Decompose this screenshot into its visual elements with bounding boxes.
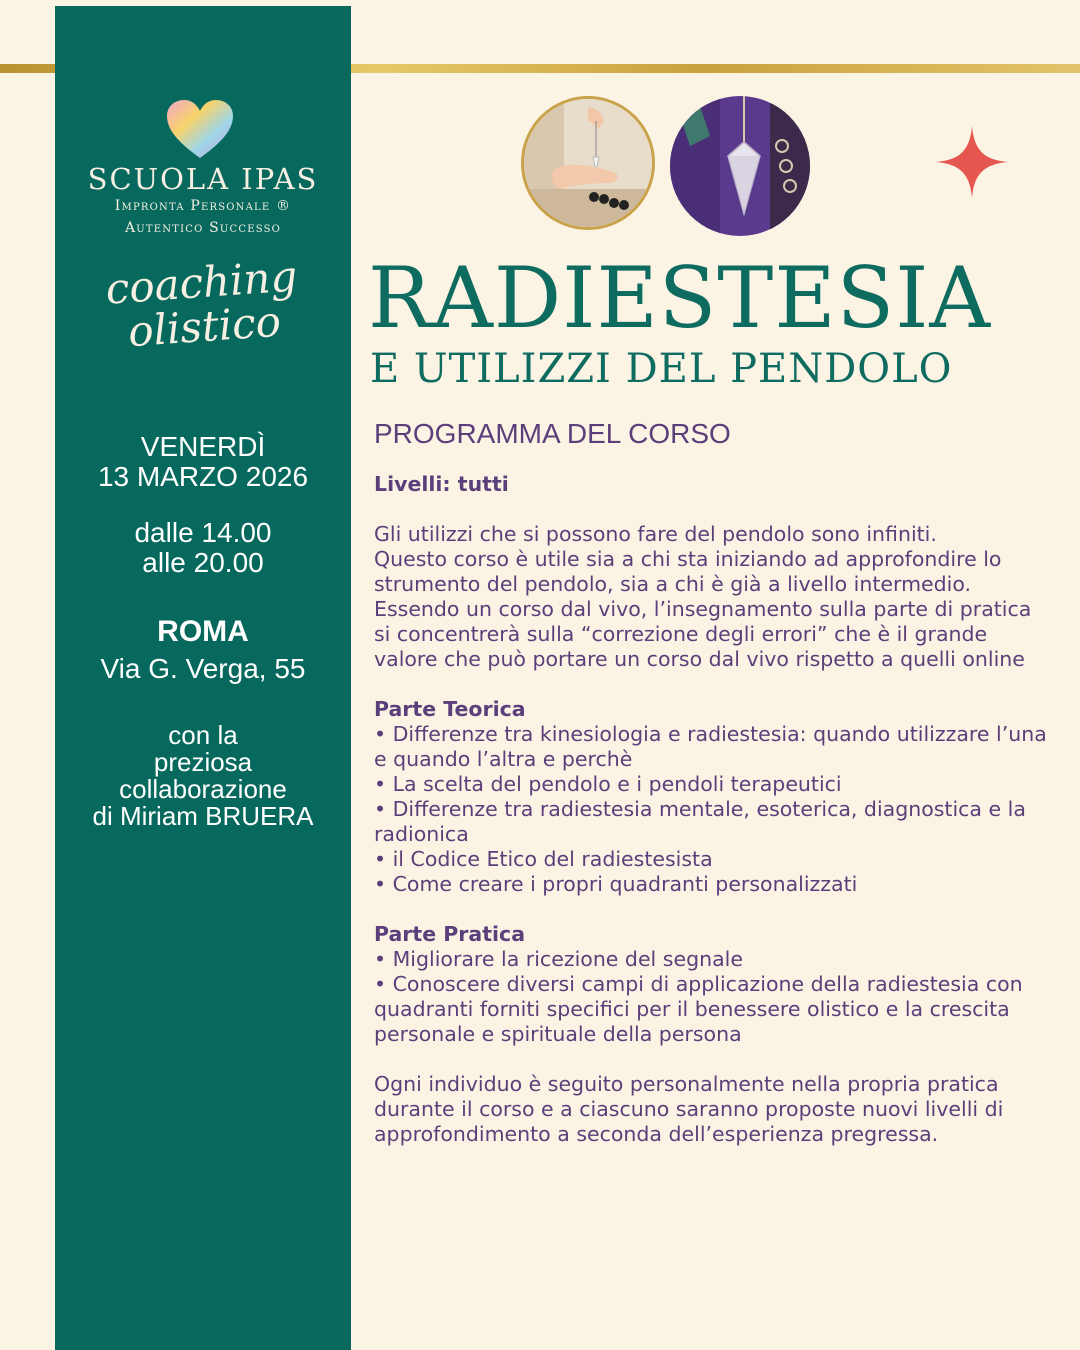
event-address: Via G. Verga, 55 [100,653,306,684]
theory-item: • La scelta del pendolo e i pendoli terapeutici [374,772,1054,797]
event-date [55,432,351,492]
event-end-time: alle 20.00 [142,547,264,578]
theory-item: • il Codice Etico del radiestesista [374,847,1054,872]
theory-item: • Differenze tra radiestesia mentale, esoterica, diagnostica e la radionica [374,797,1054,847]
collab-line-3: collaborazione [119,774,287,804]
olistico-word: olistico [126,296,283,357]
event-start-time: dalle 14.00 [134,517,272,548]
event-city: ROMA [157,615,249,648]
levels-text: Livelli: tutti [374,472,509,496]
event-full-date: 13 MARZO 2026 [97,461,309,492]
hand-pendulum-photo [521,96,655,230]
crystal-pendulum-photo [670,96,810,236]
tagline-successo: Autentico Successo [124,220,282,236]
collaboration-note [55,722,351,830]
event-time [55,518,351,578]
theory-item: • Differenze tra kinesiologia e radiestesia: quando utilizzare l’una e quando l’altra e perchè [374,722,1054,772]
tagline-impronta: Impronta Personale ® [114,198,292,214]
sidebar [55,6,351,1350]
intro-paragraph-2: Questo corso è utile sia a chi sta iniziando ad approfondire lo strumento del pendolo, sia a chi è già a livello intermedio. Essendo un corso dal vivo, l’insegnamento sulla parte di pratica si concentrerà sulla “correzione degli errori” che è il grande valore che può portare un corso dal vivo rispetto a quelli online [374,547,1032,671]
heart-logo-icon [165,98,235,160]
main-title: RADIESTESIA [368,249,992,347]
event-weekday: VENERDÌ [140,431,266,462]
program-heading: PROGRAMMA DEL CORSO [374,418,731,449]
closing-paragraph: Ogni individuo è seguito personalmente nella propria pratica durante il corso e a ciascuno saranno proposte nuovi livelli di approfondimento a seconda dell’esperienza pregressa. [374,1072,1004,1146]
practice-item: • Migliorare la ricezione del segnale [374,947,1054,972]
collab-line-2: preziosa [153,747,253,777]
practice-item: • Conoscere diversi campi di applicazione della radiestesia con quadranti forniti specifici per il benessere olistico e la crescita personale e spirituale della persona [374,972,1054,1047]
theory-item: • Come creare i propri quadranti personalizzati [374,872,1054,897]
program-content [374,472,1054,1147]
coaching-word: coaching [104,251,299,314]
intro-paragraph-1: Gli utilizzi che si possono fare del pendolo sono infiniti. [374,522,937,546]
sub-title: E UTILIZZI DEL PENDOLO [370,346,953,392]
school-name: SCUOLA IPAS [87,162,319,196]
practice-heading: Parte Pratica [374,922,526,946]
collab-line-1: con la [168,720,238,750]
coaching-olistico-script [52,251,353,359]
collab-line-4: di Miriam BRUERA [92,801,314,831]
sparkle-star-icon [936,126,1008,198]
theory-heading: Parte Teorica [374,697,526,721]
